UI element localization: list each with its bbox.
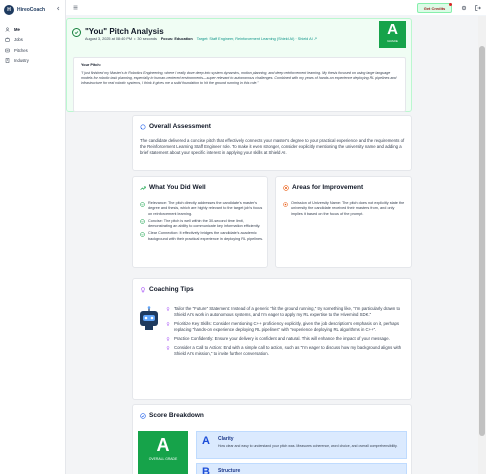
check-circle-icon (140, 202, 145, 207)
tips-list (166, 306, 406, 360)
list-item (140, 219, 264, 230)
scroll-thumb[interactable] (479, 46, 485, 436)
scrollbar[interactable] (478, 16, 486, 474)
overall-grade-label: OVERALL GRADE (148, 457, 178, 461)
sidebar-item-me[interactable] (0, 24, 65, 34)
tip-item (166, 336, 406, 342)
page-title: "You" Pitch Analysis (85, 27, 164, 36)
check-circle-icon (140, 219, 145, 224)
criterion-grade: B (202, 466, 210, 474)
list-item (283, 201, 407, 217)
section-title (283, 184, 363, 191)
sidebar-item-industry[interactable] (0, 56, 65, 66)
lightbulb-icon (166, 307, 170, 312)
criterion-structure (196, 463, 407, 474)
tips-title: Coaching Tips (149, 286, 194, 293)
score-breakdown-card (132, 404, 412, 474)
overall-text: The candidate delivered a concise pitch that effectively connects your master's degree to your practical experience and the requirements of the Reinforcement Learning Staff Engineer role. To make it even stronger, consider explicitly mentioning the university name and adding a brief statement about your specific interest in applying your skills at Shield AI. (140, 138, 405, 155)
grade-label: GRADE (387, 39, 398, 43)
lightbulb-icon (166, 322, 170, 327)
tip-item (166, 321, 406, 333)
went-well-title: What You Did Well (149, 184, 206, 191)
tip-text: Tailor the "Future" Statement: Instead of a generic "hit the ground running," try something like, "I'm particularly drawn to Shield AI's work in autonomous systems, and I'm eager to apply my RL expertise to the Hivemind SDK." (174, 306, 401, 317)
pitch-label: Your Pitch: (81, 63, 101, 67)
sidebar-item-label: Jobs (14, 37, 23, 42)
pitch-transcript (73, 57, 406, 112)
improvement-card (275, 176, 412, 268)
section-title (140, 123, 211, 130)
coaching-tips-card (132, 278, 412, 400)
list-item-text: Concise: The pitch is well within the 30-second time limit, demonstrating an ability to communicate key information efficiently. (148, 218, 261, 229)
logo-icon: H (4, 5, 14, 15)
overall-title: Overall Assessment (149, 123, 211, 130)
sidebar-item-label: Me (14, 26, 20, 32)
tip-text: Prioritize Key Skills: Consider mentioning C++ proficiency explicitly, given the job description's emphasis on it, perhaps replacing "hands-on experience deploying RL pipelines" with "experience deploying RL algorithms in C++". (174, 321, 400, 332)
lightbulb-icon (166, 346, 170, 351)
building-icon (5, 58, 10, 63)
improve-title: Areas for Improvement (292, 184, 364, 191)
overall-assessment-card (132, 115, 412, 171)
target-icon (283, 185, 289, 191)
meta-separator: • (134, 36, 136, 41)
criterion-name: Structure (218, 468, 241, 474)
sidebar (0, 0, 66, 474)
gear-icon[interactable] (461, 5, 467, 11)
briefcase-icon (5, 37, 10, 42)
check-circle-icon (140, 232, 145, 237)
grade-badge (379, 21, 406, 48)
check-circle-icon (140, 413, 146, 419)
lightbulb-icon (166, 337, 170, 342)
criterion-grade: A (202, 435, 210, 447)
top-bar (66, 0, 486, 16)
chat-bubble-icon (140, 124, 146, 130)
sidebar-nav (0, 24, 65, 66)
list-item-text: Omission of University Name: The pitch does not explicitly state the university the candidate received their masters from, and only implies it based on the focus of the prompt. (291, 201, 405, 216)
tip-text: Practice Confidently: Ensure your delivery is confident and natural. This will enhance the impact of your message. (174, 336, 390, 341)
trending-up-icon (140, 185, 146, 191)
criterion-desc: How clear and easy to understand your pitch was. Measures coherence, word choice, and overall comprehensibility. (218, 444, 398, 448)
pitch-icon (5, 48, 10, 53)
breakdown-title: Score Breakdown (149, 412, 204, 419)
sidebar-item-label: Industry (14, 58, 29, 63)
pitch-text: "I just finished my Master's in Robotics Engineering, where I really dove deep into system dynamics, motion planning, and deep reinforcement learning. My thesis focused on using large language models for robotic task planning, especially in human-centered environments—super relevant to autonomous challenges. Combined with my years of hands-on experience deploying RL pipelines and infrastructure for real robotic systems, I think it gives me a solid foundation to hit the ground running in this role." (81, 71, 397, 85)
sidebar-item-jobs[interactable] (0, 35, 65, 45)
list-item (140, 231, 264, 242)
criterion-clarity (196, 431, 407, 459)
check-circle-icon (72, 28, 81, 37)
pitch-duration: 30 seconds (137, 36, 157, 41)
pitch-header-card (66, 18, 412, 112)
overall-grade-badge (138, 431, 188, 474)
notification-dot (449, 3, 452, 6)
sidebar-item-pitches[interactable] (0, 45, 65, 55)
grade-letter: A (387, 21, 398, 38)
pitch-date: August 3, 2025 at 08:40 PM (85, 36, 133, 41)
improve-list (283, 201, 407, 219)
logout-icon[interactable] (475, 5, 481, 11)
pitch-meta (85, 36, 317, 41)
target-icon (283, 202, 288, 207)
list-item-text: Relevance: The pitch directly addresses the candidate's master's degree and thesis, which are highly relevant to the target job's focus on reinforcement learning. (148, 201, 263, 216)
went-well-card (132, 176, 268, 268)
tip-text: Consider a Call to Action: End with a simple call to action, such as "I'm eager to discuss how my background aligns with Shield AI's mission," to invite further conversation. (174, 345, 402, 356)
menu-icon[interactable] (73, 5, 78, 10)
brand-name: HireoCoach (17, 7, 46, 13)
tip-item (166, 306, 406, 318)
section-title (140, 184, 206, 191)
section-title (140, 412, 204, 419)
criterion-name: Clarity (218, 436, 234, 442)
get-credits-label: Get Credits (423, 5, 446, 11)
get-credits-button[interactable] (417, 3, 452, 13)
focus-chip: Focus: Education (160, 36, 193, 41)
list-item (140, 201, 264, 217)
lightbulb-icon (140, 287, 146, 293)
section-title (140, 286, 194, 293)
list-item-text: Clear Connection: It effectively bridges the candidate's academic background with their practical experience in deploying RL pipelines. (148, 231, 264, 241)
target-job-link[interactable]: Target: Staff Engineer, Reinforcement Learning (Shield AI) · Shield AI ↗ (196, 37, 317, 41)
sidebar-item-label: Pitches (14, 47, 28, 53)
tip-item (166, 345, 406, 357)
robot-coach-icon (138, 306, 160, 332)
overall-grade-letter: A (156, 435, 170, 455)
went-well-list (140, 201, 264, 244)
user-icon (5, 27, 10, 32)
chevron-left-icon[interactable] (56, 6, 61, 11)
